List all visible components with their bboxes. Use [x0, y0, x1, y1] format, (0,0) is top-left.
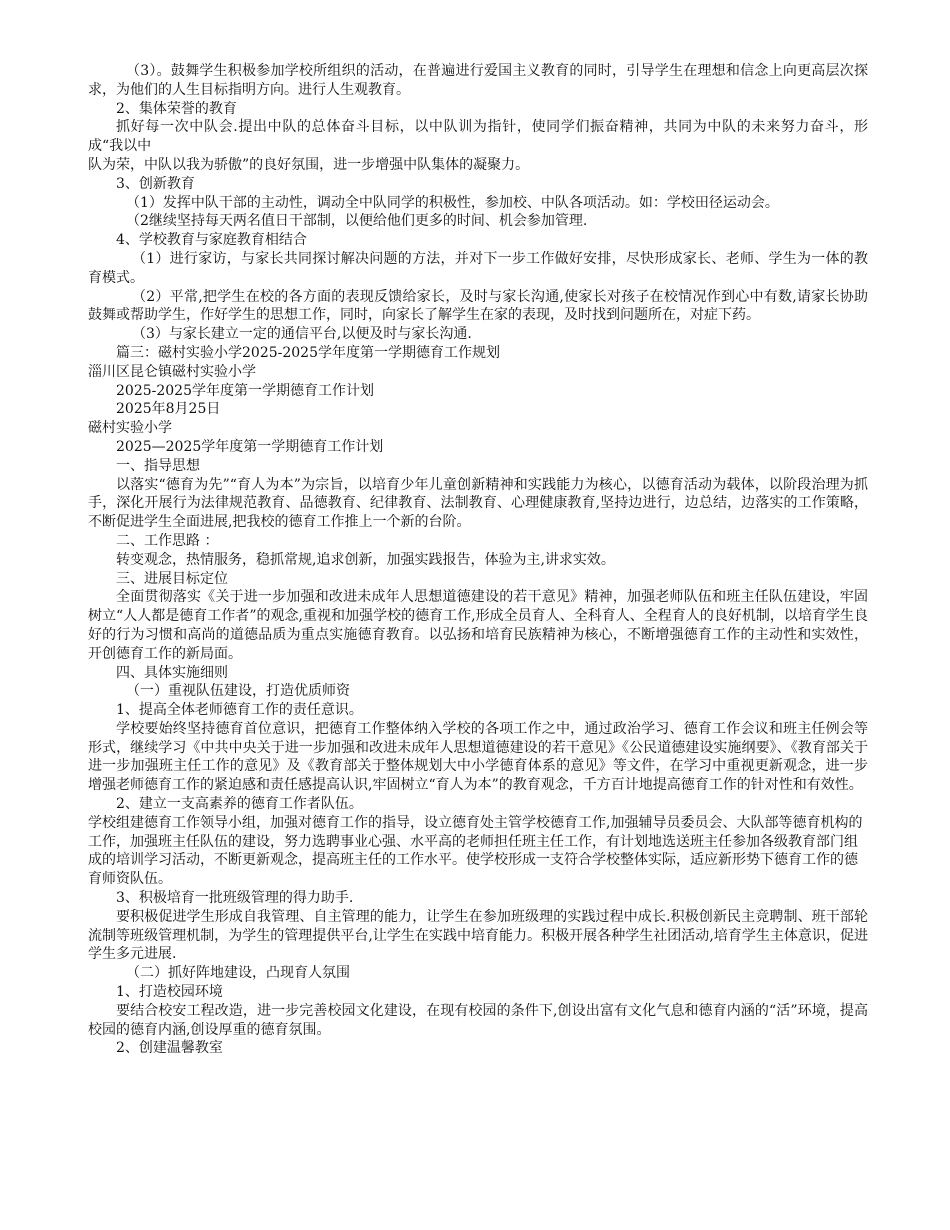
paragraph: （2继续坚持每天两名值日干部制，以便给他们更多的时间、机会参加管理.	[126, 213, 588, 230]
paragraph: （3）与家长建立一定的通信平台,以便及时与家长沟通.	[132, 326, 472, 343]
paragraph: 学校要始终坚持德育首位意识，把德育工作整体纳入学校的各项工作之中，通过政治学习、德育工作会议和班主任例会等形式，继续学习《中共中央关于进一步加强和改进未成年人思想道德建设的若干意见》《公民道德建设实施纲要》、《教育部关于进一步加强班主任工作的意见》及《教育部关于整体规划大中小学德育体系的意见》等文件，在学习中重视更新观念，进一步增强老师德育工作的紧迫感和责任感提高认识,牢固树立“育人为本”的教育观念，千方百计地提高德育工作的针对性和有效性。	[88, 720, 868, 794]
paragraph: 全面贯彻落实《关于进一步加强和改进未成年人思想道德建设的若干意见》精神，加强老师队伍和班主任队伍建设，牢固树立“人人都是德育工作者”的观念,重视和加强学校的德育工作,形成全员育人、全科育人、全程育人的良好机制，以培育学生良好的行为习惯和高尚的道德品质为重点实施德育教育。以弘扬和培育民族精神为核心，不断增强德育工作的主动性和实效性，开创德育工作的新局面。	[88, 589, 868, 662]
paragraph: 要积极促进学生形成自我管理、自主管理的能力，让学生在参加班级理的实践过程中成长.积极创新民主竞聘制、班干部轮流制等班级管理机制，为学生的管理提供平台,让学生在实践中培育能力。积极开展各种学生社团活动,培育学生主体意识，促进学生多元进展.	[88, 908, 868, 963]
paragraph: 抓好每一次中队会.提出中队的总体奋斗目标，以中队训为指针，使同学们振奋精神，共同为中队的未来努力奋斗，形成“我以中	[88, 119, 868, 155]
section-heading: 四、具体实施细则	[116, 664, 228, 681]
article-title: 篇三：磁村实验小学2025-2025学年度第一学期德育工作规划	[116, 344, 500, 361]
paragraph: 队为荣，中队以我为骄傲”的良好氛围，进一步增强中队集体的凝聚力。	[88, 156, 530, 173]
subsection-heading: （二）抓好阵地建设，凸现育人氛围	[126, 965, 350, 982]
paragraph: （2）平常,把学生在校的各方面的表现反馈给家长，及时与家长沟通,使家长对孩子在校情况作到心中有数,请家长协助鼓舞或帮助学生，作好学生的思想工作，同时，向家长了解学生在家的表现，及时找到问题所在，对症下药。	[88, 288, 868, 324]
section-heading: 2、集体荣誉的教育	[116, 100, 237, 117]
item-heading: 2、创建温馨教室	[116, 1040, 223, 1057]
paragraph: 学校组建德育工作领导小组，加强对德育工作的指导，设立德育处主管学校德育工作,加强辅导员委员会、大队部等德育机构的工作，加强班主任队伍的建设，努力选聘事业心强、水平高的老师担任班主任工作，有计划地选送班主任参加各级教育部门组成的培训学习活动，不断更新观念，提高班主任的工作水平。使学校形成一支符合学校整体实际，适应新形势下德育工作的德育师资队伍。	[88, 814, 863, 888]
document-page	[88, 62, 868, 1058]
paragraph: 转变观念，热情服务，稳抓常规,追求创新，加强实践报告，体验为主,讲求实效。	[116, 551, 615, 568]
school-name: 磁村实验小学	[88, 420, 172, 437]
plan-title: 2025—2025学年度第一学期德育工作计划	[116, 438, 384, 455]
section-heading: 二、工作思路 ：	[116, 532, 219, 549]
paragraph: （3）。鼓舞学生积极参加学校所组织的活动，在普遍进行爱国主义教育的同时，引导学生在理想和信念上向更高层次探求，为他们的人生目标指明方向。进行人生观教育。	[88, 63, 868, 98]
plan-title: 2025-2025学年度第一学期德育工作计划	[116, 382, 374, 399]
item-heading: 1、打造校园环境	[116, 984, 223, 1001]
section-heading: 一、指导思想	[116, 457, 200, 474]
paragraph: 以落实“德育为先”“育人为本”为宗旨，以培育少年儿童创新精神和实践能力为核心，以德育活动为载体，以阶段治理为抓手，深化开展行为法律规范教育、品德教育、纪律教育、法制教育、心理健康教育,坚持边进行，边总结，边落实的工作策略，不断促进学生全面进展,把我校的德育工作推上一个新的台阶。	[88, 476, 868, 531]
paragraph: 要结合校安工程改造，进一步完善校园文化建设，在现有校园的条件下,创设出富有文化气息和德育内涵的“活”环境，提高校园的德育内涵,创设厚重的德育氛围。	[88, 1002, 868, 1038]
subsection-heading: （一）重视队伍建设，打造优质师资	[126, 683, 350, 700]
paragraph: （1）发挥中队干部的主动性，调动全中队同学的积极性，参加校、中队各项活动。如：学校田径运动会。	[126, 194, 779, 211]
item-heading: 1、提高全体老师德育工作的责任意识。	[116, 702, 363, 719]
section-heading: 4、学校教育与家庭教育相结合	[116, 232, 307, 249]
paragraph: （1）进行家访，与家长共同探讨解决问题的方法，并对下一步工作做好安排，尽快形成家长、老师、学生为一体的教育模式。	[88, 250, 868, 286]
item-heading: 2、建立一支高素养的德育工作者队伍。	[116, 796, 363, 813]
plan-date: 2025年8月25日	[116, 401, 221, 418]
item-heading: 3、积极培育一批班级管理的得力助手.	[116, 890, 354, 907]
school-name: 淄川区昆仑镇磁村实验小学	[88, 363, 256, 380]
section-heading: 三、进展目标定位	[116, 570, 228, 587]
section-heading: 3、创新教育	[116, 175, 195, 192]
